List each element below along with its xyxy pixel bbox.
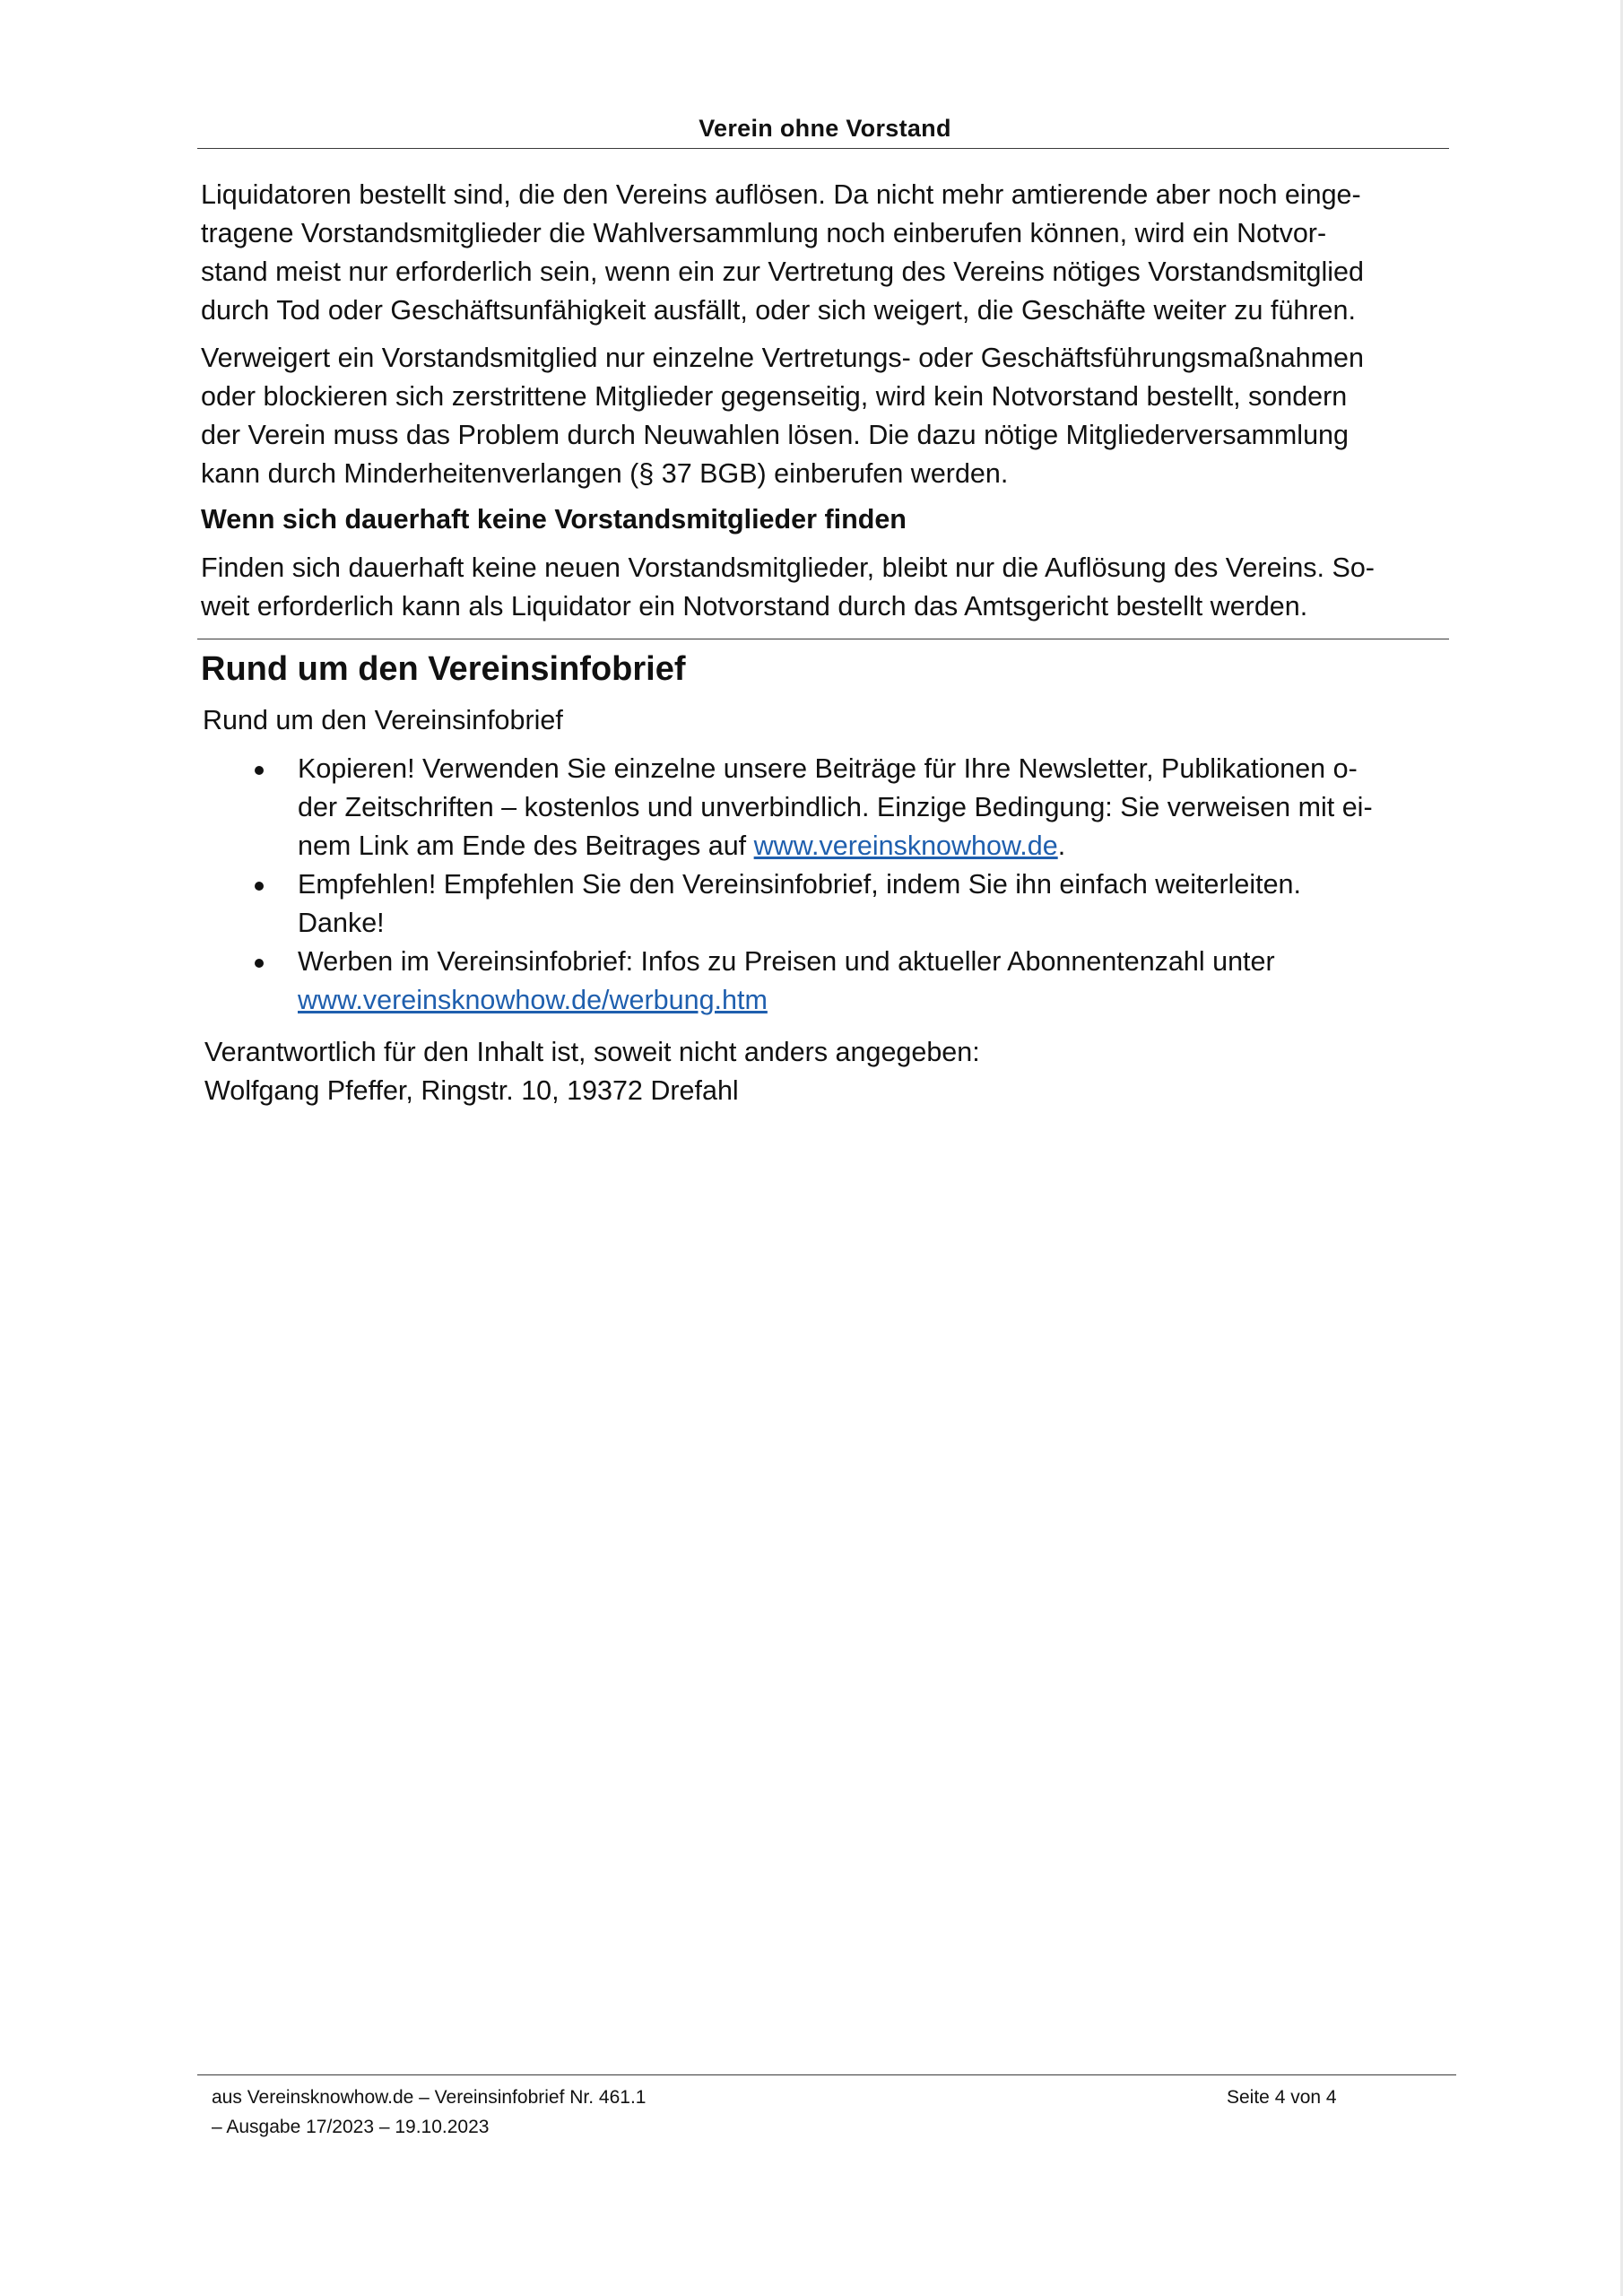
paragraph-dissolution — [201, 549, 1447, 626]
bullet-line: Werben im Vereinsinfobrief: Infos zu Preisen und aktueller Abonnentenzahl unter — [298, 946, 1275, 977]
bullet-line: nem Link am Ende des Beitrages auf — [298, 831, 754, 861]
responsible-address: Wolfgang Pfeffer, Ringstr. 10, 19372 Drefahl — [204, 1075, 739, 1106]
bullet-line: Empfehlen! Empfehlen Sie den Vereinsinfobrief, indem Sie ihn einfach weiterleiten. — [298, 869, 1301, 900]
paragraph-liquidation — [201, 176, 1447, 330]
text-line: stand meist nur erforderlich sein, wenn ein zur Vertretung des Vereins nötiges Vorstandsmitglied — [201, 257, 1364, 287]
text-line: der Verein muss das Problem durch Neuwahlen lösen. Die dazu nötige Mitgliederversammlung — [201, 420, 1349, 450]
bullet-item-recommend — [242, 865, 1435, 943]
section-subtitle-infobrief: Rund um den Vereinsinfobrief — [203, 705, 563, 735]
bullet-line: der Zeitschriften – kostenlos und unverbindlich. Einzige Bedingung: Sie verweisen mit ei- — [298, 792, 1373, 822]
text-line: tragene Vorstandsmitglieder die Wahlversammlung noch einberufen können, wird ein Notvor- — [201, 218, 1327, 248]
text-line: Verweigert ein Vorstandsmitglied nur einzelne Vertretungs- oder Geschäftsführungsmaßnahmen — [201, 343, 1364, 373]
text-line: Liquidatoren bestellt sind, die den Vereins auflösen. Da nicht mehr amtierende aber noch einge- — [201, 179, 1361, 210]
bullet-line: Kopieren! Verwenden Sie einzelne unsere Beiträge für Ihre Newsletter, Publikationen o- — [298, 753, 1358, 784]
footer-divider — [197, 2074, 1456, 2075]
text-line: Finden sich dauerhaft keine neuen Vorstandsmitglieder, bleibt nur die Auflösung des Vereins. So- — [201, 552, 1375, 583]
page-header-title: Verein ohne Vorstand — [699, 115, 951, 142]
link-vereinsknowhow[interactable]: www.vereinsknowhow.de — [753, 831, 1058, 861]
header-divider — [197, 148, 1449, 149]
bullet-icon — [255, 766, 264, 775]
bullet-item-advertise — [242, 943, 1435, 1020]
text-line: kann durch Minderheitenverlangen (§ 37 BGB) einberufen werden. — [201, 458, 1009, 489]
text-line: oder blockieren sich zerstrittene Mitglieder gegenseitig, wird kein Notvorstand bestellt, sondern — [201, 381, 1348, 412]
bullet-item-copy — [242, 750, 1435, 865]
text-line: durch Tod oder Geschäftsunfähigkeit ausfällt, oder sich weigert, die Geschäfte weiter zu führen. — [201, 295, 1356, 326]
footer-source-line: aus Vereinsknowhow.de – Vereinsinfobrief Nr. 461.1 — [212, 2087, 647, 2108]
responsible-notice — [204, 1033, 1442, 1110]
bullet-icon — [255, 959, 264, 968]
paragraph-refusal — [201, 339, 1447, 493]
bullet-icon — [255, 882, 264, 891]
infobrief-bullet-list — [242, 750, 1435, 1020]
bullet-line-end: . — [1057, 831, 1066, 861]
bullet-line: Danke! — [298, 908, 385, 938]
responsible-line: Verantwortlich für den Inhalt ist, soweit nicht anders angegeben: — [204, 1037, 980, 1067]
subheading-no-board-members: Wenn sich dauerhaft keine Vorstandsmitglieder finden — [201, 504, 907, 535]
footer-issue-line: – Ausgabe 17/2023 – 19.10.2023 — [212, 2117, 490, 2137]
footer-page-number: Seite 4 von 4 — [1227, 2087, 1337, 2108]
link-werbung[interactable]: www.vereinsknowhow.de/werbung.htm — [298, 985, 768, 1015]
footer-source — [212, 2083, 646, 2142]
text-line: weit erforderlich kann als Liquidator ein Notvorstand durch das Amtsgericht bestellt werden. — [201, 591, 1308, 622]
section-heading-infobrief: Rund um den Vereinsinfobrief — [201, 650, 686, 688]
